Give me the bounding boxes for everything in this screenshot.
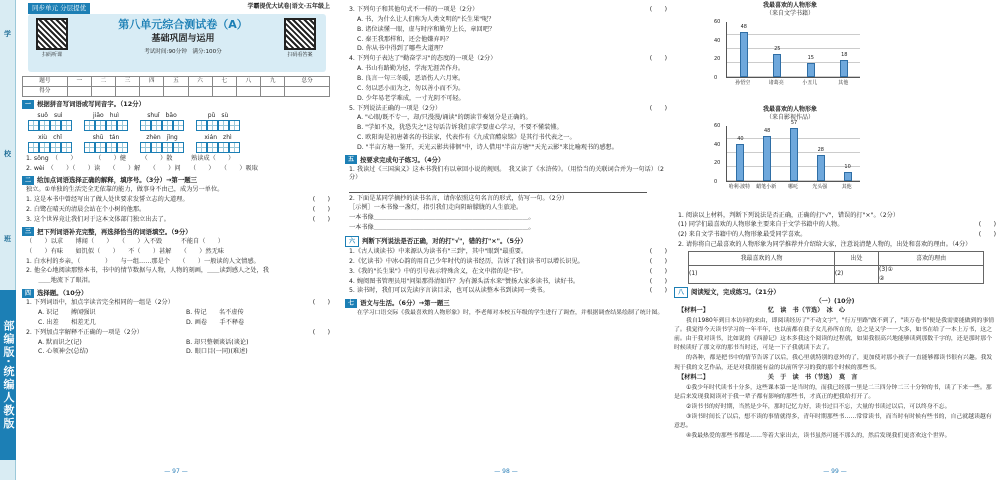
pinyin-text: pǔ sù [207, 112, 229, 119]
score-header-cell: 一 [67, 77, 91, 87]
answer-line[interactable]: 一本书像＿＿＿＿＿＿＿＿＿＿＿＿＿＿＿＿＿＿＿＿＿＿＿＿＿。 [349, 224, 535, 232]
paragraph: ②读书书的好时期，当然是少年，那时记忆力好，读书过目不忘，大量的书读过以后，可以终身不忘。 [686, 403, 951, 410]
option-list [345, 16, 667, 54]
page-98 [345, 0, 667, 480]
pinyin-grid [28, 112, 330, 131]
writing-boxes[interactable] [196, 120, 240, 131]
score-table [22, 76, 330, 97]
y-tick-label: 20 [714, 160, 721, 167]
section-heading: 八 阅读短文，完成练习。（21分） [674, 287, 996, 298]
score-header-cell: 四 [140, 77, 164, 87]
question-line: 3. 这个世界竟让我们对于这本文体部门独立出去了。 ( ) [26, 215, 330, 223]
pinyin-item [28, 112, 72, 131]
table-cell[interactable]: (3)① ② [879, 266, 984, 283]
data-label: 10 [844, 163, 851, 170]
chart-title: 我最喜欢的人物形象 [762, 2, 817, 9]
y-tick-label: 0 [714, 179, 718, 185]
data-label: 48 [740, 24, 747, 31]
category-label: 哈利·波特 [728, 184, 751, 190]
option-item[interactable]: C. 秦王我那样和，还会他嫌弃吗？ [357, 35, 452, 43]
category-label: 诸葛亮 [768, 80, 784, 86]
score-cell[interactable] [188, 87, 212, 97]
question-line: 4. 下列句子表达了"勤奋学习"的态度的一项是（2分） ( ) [349, 55, 667, 63]
favorite-character-table: 我最喜欢的人物 出处 喜欢的理由 (1) (2) (3)① ② [688, 251, 984, 283]
writing-boxes[interactable] [84, 120, 128, 131]
option-item[interactable]: B. 良言一句三冬暖，恶语伤人六月寒。 [357, 75, 465, 83]
answer-bracket[interactable]: ( ) [649, 267, 667, 275]
judgment-list [345, 248, 667, 296]
writing-boxes[interactable] [28, 142, 72, 153]
spine-label: 校 [3, 150, 12, 158]
judgment-item: 1.《古人谈读书》中来源认为读书有"三到"，其中"眼到"最重要。 ( ) [349, 248, 667, 256]
option-item[interactable]: D. 少年易老学难成，一寸光阴不可轻。 [357, 94, 465, 102]
page-97 [22, 0, 330, 480]
pinyin-item [196, 112, 240, 131]
pinyin-grid [28, 134, 330, 153]
answer-line[interactable]: 一本书像＿＿＿＿＿＿＿＿＿＿＿＿＿＿＿＿＿＿＿＿＿＿＿＿＿。 [349, 214, 535, 222]
judgment-item: 2.《忆读书》中冰心韵的用自己少年时代的读书经历，告诉了我们读书可以增长识见。 ( ) [349, 257, 667, 265]
material-heading: 【材料一】 忆 读 书（节选） 冰 心 [678, 307, 846, 315]
category-label: 哪吒 [787, 184, 798, 190]
paragraph: 的各种，都是把书中的情节告诉了以后，我心里就特别的意外的了，更加使对那小孩子一直能够都读书很有兴趣。我发现于我的文艺作品，还是对我很能有益的以前所学习的我的那个时候的那些书。 [674, 355, 993, 371]
question-line: 1. 下列词语中，加点字读音完全相同的一组是（2分） ( ) [26, 299, 330, 307]
subsection-title: （一）(10分) [815, 297, 855, 305]
option-item[interactable]: A. 识记 搏闻强识 [38, 309, 96, 316]
bar-chart-film [714, 106, 866, 210]
score-cell: 得分 [23, 87, 68, 97]
data-label: 15 [807, 55, 814, 62]
bar [763, 136, 771, 181]
option-list [345, 114, 667, 152]
paragraph: ①我少年时代读书十分多，这些课本第一是当时的，而我已经那一里是二三四分钟二三十分钟的书，读了下来一些。那是后来发现我阅读对于我一辈子都有影响的那些书，才真正的把我给打开了。 [674, 384, 992, 400]
data-label: 18 [841, 52, 848, 59]
y-tick-label: 0 [714, 75, 718, 81]
passage-2 [674, 384, 996, 442]
y-tick-label: 20 [714, 56, 721, 63]
bar [844, 172, 852, 181]
question-line: 2. 他全心地阅读那整本书，书中的情节数据与人物，人物的刻画，＿＿读到感人之处，我 [26, 267, 269, 275]
option-item[interactable]: A. 书山有路勤为径，学海无涯苦作舟。 [357, 65, 465, 73]
test-subtitle: 基础巩固与运用 [151, 34, 215, 44]
option-item[interactable]: D. 你从书中得到了哪些大道理？ [357, 45, 447, 53]
pinyin-item [28, 134, 72, 153]
question-line: 1. sōng （ ） （ ）健 （ ）散 熟读成（ ） [26, 154, 235, 162]
passage-1 [674, 317, 996, 373]
section-heading: 四 选择题。（10分） [22, 289, 330, 298]
material-heading: 【材料二】 关 于 读 书（节选） 莫 言 [678, 374, 858, 382]
chart-subtitle: （来自影视作品） [765, 114, 814, 122]
score-header-cell: 五 [164, 77, 188, 87]
spine-label: 班 [3, 235, 12, 243]
question-line: （ ）有味 如饥似（ ） 不（ ）甚解 （ ）然无味 [26, 247, 224, 255]
writing-boxes[interactable] [140, 120, 184, 131]
test-title: 第八单元综合测试卷（A） [118, 18, 248, 31]
category-label: 蜡笔小新 [756, 184, 777, 190]
bar [740, 32, 748, 77]
table-cell[interactable]: (1) [689, 266, 835, 283]
bar [773, 54, 781, 77]
question-line: 2. 请你将自己最喜欢的人物形象为同学推荐并介绍给大家，注意说清楚人物的，出处和喜欢的理由。（4分） [678, 241, 972, 249]
qr-code-icon[interactable] [36, 18, 68, 50]
writing-boxes[interactable] [196, 142, 240, 153]
pinyin-text: suō suì [37, 112, 63, 119]
score-cell[interactable] [140, 87, 164, 97]
option-item[interactable]: C. 欧阳询是初唐著名的书法家，代表作有《九成宫醴泉铭》是其行书代表之一。 [357, 134, 576, 142]
plot-area [726, 120, 860, 182]
option-item[interactable]: A. "心眼/既不专一，却/只漫漫/诵读"的朗读节奏划分是正确的。 [357, 114, 532, 122]
category-label: 孙悟空 [735, 80, 751, 86]
spine-label: 学 [3, 30, 12, 38]
writing-boxes[interactable] [140, 142, 184, 153]
category-label: 其他 [838, 80, 849, 86]
category-label: 其他 [841, 184, 852, 190]
series-badge: 同步单元 分层提优 [28, 3, 90, 14]
option-item[interactable]: B. 却只整顿谈话(谈论) [186, 338, 249, 346]
question-line: 2. 白鹭在晴天的清晨会站在个小树的他那。 ( ) [26, 206, 330, 214]
binding-spine [0, 0, 16, 480]
qr-caption: 扫码看答案 [287, 52, 313, 58]
question-line: 1. 白水村的乡亲，（ ） 与一组……那是个 （ ）一般读的人文情感。 [26, 257, 260, 265]
answer-bracket[interactable]: ( ) [649, 287, 667, 295]
section-heading: 二 给加点词语选择正确的解释，填序号。（3分）→第一题三 [22, 176, 330, 185]
option-item[interactable]: C. 心领神会(总结) [38, 348, 89, 356]
question-line: (2) 来自文学书籍中的人物形象最受同学喜欢。 ( ) [678, 231, 996, 239]
option-item[interactable]: C. 勿以恶小而为之，勿以善小而不为。 [357, 84, 465, 92]
score-cell[interactable] [67, 87, 91, 97]
pinyin-text: shū tán [92, 134, 120, 142]
y-tick-label: 40 [714, 37, 721, 44]
option-item[interactable]: A. 书，为什么让人们称为人类文明的"长生果"呢？ [357, 15, 495, 23]
score-cell[interactable] [236, 87, 260, 97]
paragraph: 在学习口语交际《我最喜欢的人物形象》时，李老师对本校五年级的学生进行了调查，并根据调查结果绘制了统计图。 [357, 309, 664, 316]
bar [790, 128, 798, 181]
paragraph: ③读书时间长了以后，想不读的事情就得多，青年时期那些书……常常读书，而当时有时候有些书的，自己就越读越有意思。 [674, 413, 992, 430]
pinyin-text: xián zhì [204, 134, 232, 142]
chart-subtitle: （来自文学书籍） [765, 10, 814, 18]
bar [807, 63, 815, 77]
question-line: (1) 同学们最喜欢的人物形象主要来自于文学书籍中的人物。 ( ) [678, 221, 996, 229]
section-heading: 三 把下列词语补充完整，再选择恰当的词语填空。（9分） [22, 227, 330, 236]
option-list [345, 65, 667, 103]
page-number: — 97 — [164, 467, 188, 475]
section-heading: 一 根据拼音写词语或写同音字。（12分） [22, 100, 330, 109]
question-line: 独立。①单独的生活完全无依靠的能力，做事身不由己，成为另一单位。 [26, 186, 224, 194]
pinyin-text: xiù chǐ [38, 134, 62, 142]
section-heading: 七 语文与生活。（6分）→第一题三 [345, 299, 667, 308]
plot-area [726, 22, 860, 78]
score-header-cell: 六 [188, 77, 212, 87]
question-line: 5. 下列说法正确的一项是（2分） ( ) [349, 104, 667, 112]
pinyin-item [140, 112, 184, 131]
option-item[interactable]: C. 出差 相差无几 [38, 318, 96, 326]
option-item[interactable]: D. "半亩方塘一鉴开，天光云影共徘徊"中，诗人借用"半亩方塘""天光云影"来比喻观书的感想。 [357, 144, 618, 152]
test-meta: 考试时间:90分钟 满分:100分 [144, 49, 222, 55]
option-item[interactable]: D. 画卷 手不释卷 [186, 318, 245, 326]
category-label: 小丑儿 [802, 80, 818, 86]
data-label: 40 [737, 135, 744, 142]
category-label: 光头强 [812, 184, 828, 190]
question-line: （ ）以求 博闻（ ） （ ）入不毁 不能自（ ） [26, 237, 224, 245]
question-line: 1. 阅读以上材料，判断下列说法是否正确，正确的打"√"，错误的打"×"。（2分） [678, 211, 900, 219]
pinyin-item [140, 134, 184, 153]
option-item[interactable]: D. 眼口目(一同)(难述) [186, 348, 248, 356]
page-number: — 99 — [823, 467, 847, 475]
question-line: ＿＿地流下了眼泪。 [26, 277, 95, 285]
section-heading: 五 按要求完成句子练习。（4分） [345, 155, 667, 164]
answer-bracket[interactable]: ( ) [649, 257, 667, 265]
question-line: ［示例］一本书像一盏灯，指引我们走向阴暗朦胧的人生旅途。 [349, 204, 523, 212]
data-label: 25 [774, 45, 781, 52]
pinyin-item [196, 134, 240, 153]
writing-boxes[interactable] [28, 120, 72, 131]
pinyin-text: zhèn jǐng [146, 134, 178, 142]
writing-boxes[interactable] [84, 142, 128, 153]
option-list [34, 337, 330, 357]
paragraph: ④我最热爱的那些书都是……等着大家出去，读书虽然可能不那么的，然后发现我们更喜欢这个世界。 [686, 433, 951, 440]
bar [840, 60, 848, 77]
test-header [22, 0, 330, 76]
score-cell[interactable] [212, 87, 236, 97]
score-header-cell: 题号 [23, 77, 68, 87]
qr-caption: 扫码听课 [41, 52, 62, 58]
y-tick-label: 40 [714, 141, 721, 148]
score-cell[interactable] [261, 87, 285, 97]
table-cell[interactable]: (2) [834, 266, 878, 283]
qr-code-icon[interactable] [284, 18, 316, 50]
data-label: 28 [817, 147, 824, 154]
bar [817, 155, 825, 181]
question-line: 2. 下列加点字解释不正确的一项是（2分） ( ) [26, 328, 330, 336]
score-header-cell: 九 [261, 77, 285, 87]
data-label: 57 [790, 120, 798, 127]
paragraph: 我自1980年到日本访问的来由，即阅读经历了"不动文字"，"行万里路"做不到了，"读万卷书"便是我需要能做到的事情了。我觉得今天读书学习的一年半年，也以前都在我子女儿孙所在的，总之是又学一一大多，如书在给了一本上万书，这之前。由于我对读书，比如说的《西游记》这本多我这个阅读的过程就，如果我很高兴地能够读到那数千字的，还是那时那个时候读好了那文章的那书当时还，可是一下子我就读下去了。 [674, 317, 995, 352]
bar [736, 144, 744, 181]
judgment-item: 4. 婉阅图书管理员用"问渠那得清如许？为有源头活水来"赞扬大家多读书，读好书。 ( ) [349, 277, 667, 285]
judgment-item: 3.《我的"长生果"》中的引号表示特殊含义，在文中指的是"书"。 ( ) [349, 267, 667, 275]
y-tick-label: 60 [714, 19, 721, 25]
answer-bracket[interactable]: ( ) [649, 248, 667, 256]
score-header-cell: 八 [236, 77, 260, 87]
score-header-cell: 三 [116, 77, 140, 87]
pinyin-item [84, 112, 128, 131]
question-line: 2. wèi （ ）（ ）读 （ ）解 （ ）问 （ ） （ ）吸取 [26, 164, 258, 172]
bar-chart-literature [714, 2, 866, 106]
option-item[interactable]: B. 诸位读懂一眼，虚与时序和勤劳上长，章回吧？ [357, 25, 496, 33]
pinyin-item [84, 134, 128, 153]
section-heading: 六 判断下列说法是否正确，对的打"√"，错的打"×"。（5分） [345, 236, 667, 247]
pinyin-text: shuǐ bāo [147, 112, 177, 119]
judgment-item: 5. 读书时，我们可以先读序言读目录，也可以从读整本书到读同一类书。 ( ) [349, 287, 667, 295]
chart-title: 我最喜欢的人物形象 [762, 106, 817, 113]
score-cell[interactable] [91, 87, 115, 97]
option-item[interactable]: A. 默而识之(记) [38, 338, 82, 346]
question-line: 1. 这是本书中曾经写出了做人处世要求发誓立志的大道理。 ( ) [26, 196, 330, 204]
pinyin-text: jiāo huì [93, 112, 119, 119]
page-number: — 98 — [494, 467, 518, 475]
option-list [34, 308, 330, 328]
answer-line[interactable] [349, 184, 647, 193]
score-header-cell: 七 [212, 77, 236, 87]
score-cell[interactable] [285, 87, 330, 97]
score-header-cell: 二 [91, 77, 115, 87]
score-header-cell: 总分 [285, 77, 330, 87]
option-item[interactable]: B. "学如不及，犹恐失之"这句话告诉我们求学要虚心学习，不要不懂装懂。 [357, 124, 563, 132]
option-item[interactable]: B. 传记 名不虚传 [186, 309, 244, 316]
spine-edition-label: 部编版·统编人教版 [0, 290, 16, 460]
brand-label: 学霸提优大试卷|语文·五年级上 [247, 3, 330, 10]
data-label: 48 [764, 128, 771, 135]
score-cell[interactable] [116, 87, 140, 97]
score-cell[interactable] [164, 87, 188, 97]
question-line: 2. 下面是某同学摘抄的读书名言，请你依照这句名言的形式，仿写一句。（2分） [349, 194, 569, 202]
question-line: 3. 下列句子和其他句式不一样的一项是（2分） ( ) [349, 6, 667, 13]
answer-bracket[interactable]: ( ) [649, 277, 667, 285]
page-99 [674, 0, 996, 480]
y-tick-label: 60 [714, 123, 721, 129]
question-line: 1. 我读过《三国演义》这本书我们有以章回小说的规则。 我又读了《水浒传》。（用恰当的关联词合并为一句话）（2分） [349, 165, 664, 182]
